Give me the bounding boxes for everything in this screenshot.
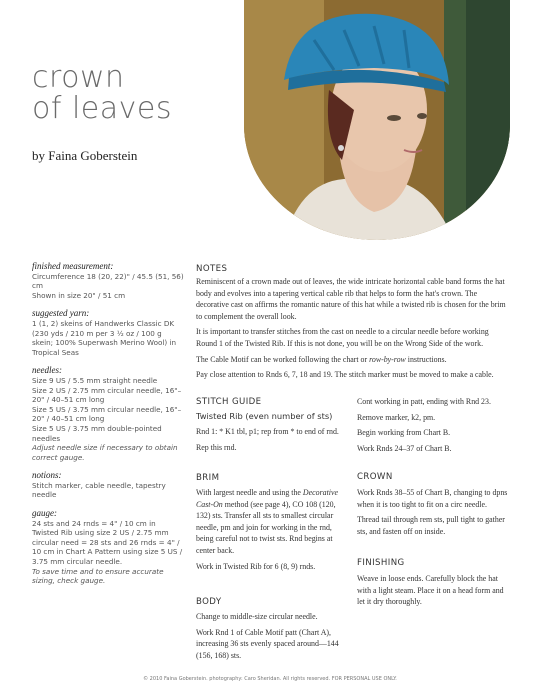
cont-p4: Work Rnds 24–37 of Chart B.	[357, 443, 452, 453]
needles-line-5: Adjust needle size if necessary to obtain correct gauge.	[32, 443, 178, 462]
notions-line-1: Stitch marker, cable needle, tapestry needle	[32, 480, 166, 500]
yarn-line-1: 1 (1, 2) skeins of Handwerks Classic DK (230 yds / 210 m per 3 ½ oz / 100 g skein; 100% Superwash Merino Wool) in Tropical Seas	[32, 318, 177, 357]
twisted-rib-body	[196, 426, 346, 457]
yarn-heading: suggested yarn:	[32, 308, 90, 319]
needles-line-2: Size 2 US / 2.75 mm circular needle, 16"–20" / 40–51 cm long	[32, 385, 182, 405]
gauge-heading: gauge:	[32, 508, 57, 519]
body-p1: Change to middle-size circular needle.	[196, 612, 318, 621]
notes-heading: NOTES	[196, 264, 228, 274]
title-line-2: of leaves	[32, 91, 172, 126]
needles-line-1: Size 9 US / 5.5 mm straight needle	[32, 375, 158, 385]
twisted-rib-heading: Twisted Rib (even number of sts)	[196, 411, 333, 421]
cont-p3: Begin working from Chart B.	[357, 428, 451, 438]
body-section	[196, 611, 346, 665]
left-column	[32, 262, 184, 586]
needles-line-4: Size 5 US / 3.75 mm double-pointed needles	[32, 423, 162, 443]
finishing-body	[357, 573, 509, 612]
footer-copyright: © 2010 Faina Goberstein. photography: Caro Sheridan. All rights reserved. FOR PERSONAL USE ONLY.	[143, 676, 397, 682]
finishing-p1: Weave in loose ends. Carefully block the hat with a light steam. Place it on a head form and let it dry thoroughly.	[357, 574, 504, 607]
gauge-line-1: 24 sts and 24 rnds = 4" / 10 cm in Twisted Rib using size 2 US / 2.75 mm circular need = 28 sts and 26 rnds = 4" / 10 cm in Chart A Pattern using size 5 US / 3.75 mm circular needle.	[32, 518, 183, 567]
body-p2: Work Rnd 1 of Cable Motif patt (Chart A), increasing 36 sts evenly spaced around—144 (156, 168) sts.	[196, 627, 339, 660]
pattern-title	[32, 62, 172, 124]
needles-line-3: Size 5 US / 3.75 mm circular needle, 16"–20" / 40–51 cm long	[32, 404, 182, 424]
crown-p2: Thread tail through rem sts, pull tight to gather sts, and fasten off on inside.	[357, 515, 505, 536]
brim-heading: BRIM	[196, 473, 220, 483]
gauge-line-2: To save time and to ensure accurate sizing, check gauge.	[32, 566, 164, 586]
brim-p2: Work in Twisted Rib for 6 (8, 9) rnds.	[196, 561, 316, 571]
crown-body	[357, 487, 509, 541]
notes-p3: The Cable Motif can be worked following the chart or row-by-row instructions.	[196, 354, 447, 364]
byline: by Faina Goberstein	[32, 148, 138, 163]
cont-p1: Cont working in patt, ending with Rnd 23.	[357, 397, 491, 406]
brim-p1: With largest needle and using the Decorative Cast-On method (see page 4), CO 108 (120, 132) sts. Transfer all sts to smallest circular needle, pm and join for working in the rnd, being careful not to twist sts. Rnd begins at center back.	[196, 488, 338, 555]
twisted-rep: Rep this rnd.	[196, 442, 237, 452]
brim-body	[196, 487, 346, 576]
hat-photo	[244, 0, 510, 240]
title-line-1: crown	[32, 60, 125, 95]
crown-heading: CROWN	[357, 472, 393, 482]
notes-p1: Reminiscent of a crown made out of leaves, the wide intricate horizontal cable band forms the hat body and evolves into a tapering vertical cable rib that helps to form the hat's crown. The decorative cast on affirms the romantic nature of this hat while a twisted rib is chosen for the brim to complement the overall look.	[196, 277, 506, 321]
body-heading: BODY	[196, 597, 222, 607]
notes-p4: Pay close attention to Rnds 6, 7, 18 and 19. The stitch marker must be moved to make a cable.	[196, 370, 494, 380]
twisted-rnd-1: Rnd 1: * K1 tbl, p1; rep from * to end of rnd.	[196, 427, 339, 436]
finished-line-1: Circumference 18 (20, 22)" / 45.5 (51, 56) cm	[32, 271, 184, 291]
finished-line-2: Shown in size 20" / 51 cm	[32, 290, 126, 300]
body-continued	[357, 396, 509, 458]
needles-heading: needles:	[32, 365, 62, 376]
finished-heading: finished measurement:	[32, 261, 114, 271]
notes-body	[196, 276, 508, 385]
notions-heading: notions:	[32, 470, 62, 481]
crown-p1: Work Rnds 38–55 of Chart B, changing to dpns when it is too tight to fit on a circ needle.	[357, 488, 508, 509]
cont-p2: Remove marker, k2, pm.	[357, 412, 436, 422]
notes-p2: It is important to transfer stitches from the cast on needle to a circular needle before working Round 1 of the Twisted Rib. If this is not done, you will be on the Wrong Side of the work.	[196, 327, 489, 348]
finishing-heading: FINISHING	[357, 558, 405, 568]
stitch-guide-heading: STITCH GUIDE	[196, 397, 262, 407]
